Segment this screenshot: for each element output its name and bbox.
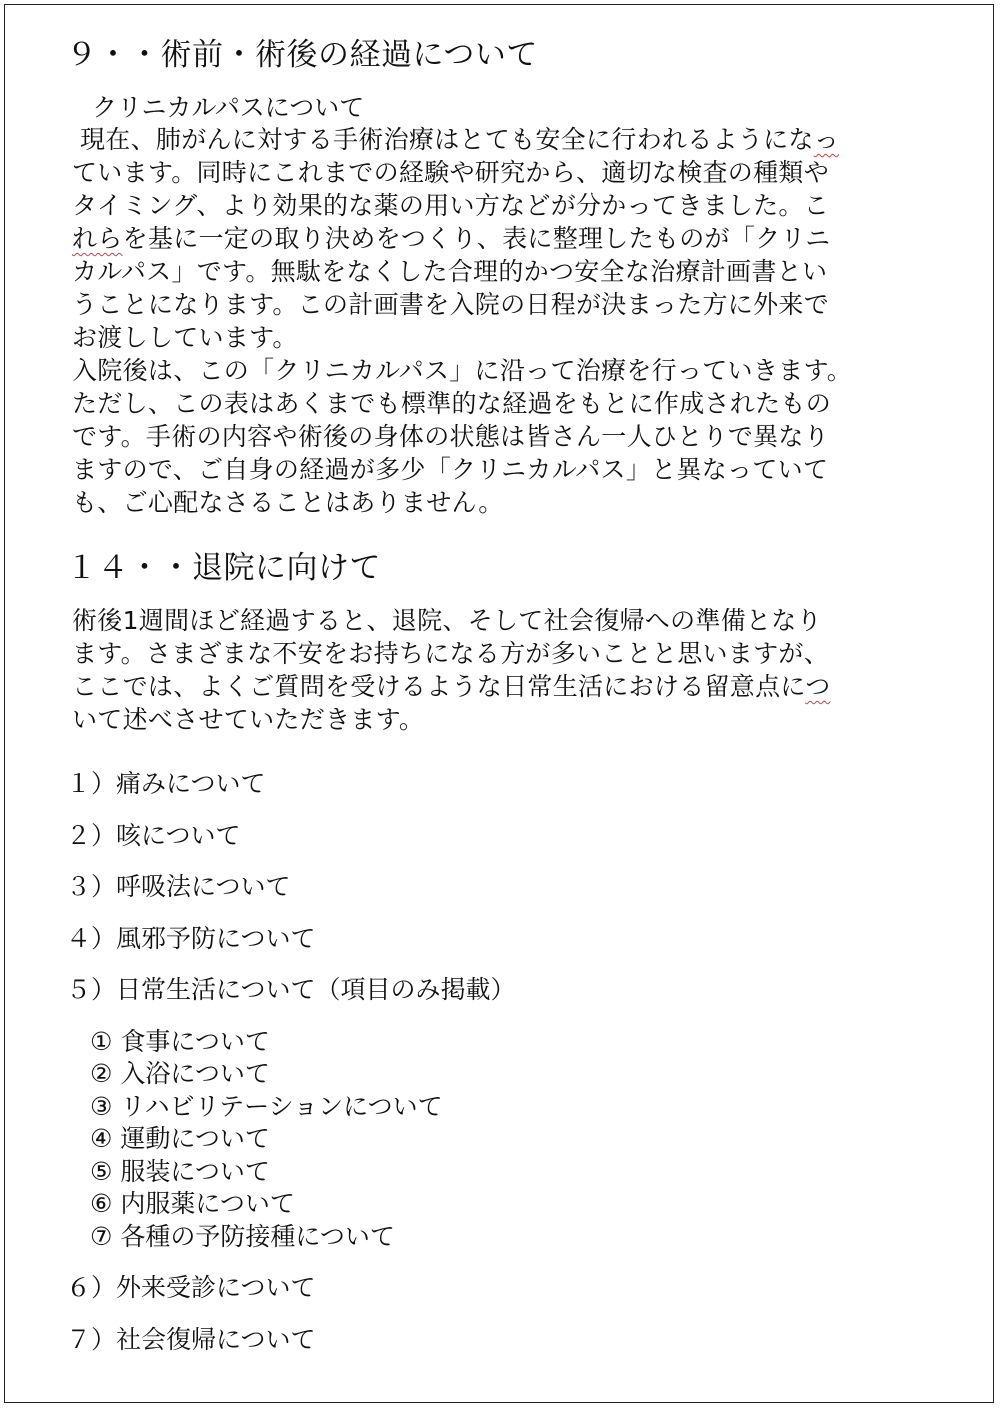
- section-9-paragraph-line: 入院後は、この「クリニカルパス」に沿って治療を行っていきます。: [72, 356, 853, 385]
- section-14-paragraph-line: ます。さまざまな不安をお持ちになる方が多いことと思いますが、: [72, 639, 830, 668]
- section-9-paragraph-line: です。手術の内容や術後の身体の状態は皆さん一人ひとりで異なり: [72, 422, 830, 451]
- spellcheck-mark: れら: [72, 224, 123, 253]
- section-14-heading: １４・・退院に向けて: [66, 550, 381, 586]
- list-item: ６）外来受診について: [66, 1273, 316, 1302]
- section-9-paragraph-line: も、ご心配なさることはありません。: [72, 488, 504, 517]
- sub-list-item: ⑤ 服装について: [90, 1157, 270, 1186]
- section-9-paragraph-line: 現在、肺がんに対する手術治療はとても安全に行われるようになっ: [80, 125, 840, 154]
- section-9-paragraph-line: ただし、この表はあくまでも標準的な経過をもとに作成されたもの: [72, 389, 832, 418]
- section-9-paragraph-line: お渡ししています。: [72, 323, 298, 352]
- sub-list-item: ③ リハビリテーションについて: [90, 1092, 443, 1121]
- sub-list-item: ⑦ 各種の予防接種について: [90, 1222, 395, 1251]
- list-item: ４）風邪予防について: [66, 924, 316, 953]
- section-14-paragraph-line: 術後1週間ほど経過すると、退院、そして社会復帰への準備となり: [72, 606, 822, 635]
- list-item: ７）社会復帰について: [66, 1325, 316, 1354]
- sub-list-item: ② 入浴について: [90, 1059, 270, 1088]
- section-9-paragraph-line: れらを基に一定の取り決めをつくり、表に整理したものが「クリニ: [72, 224, 831, 253]
- list-item: ２）咳について: [66, 821, 241, 850]
- spellcheck-mark: っ: [813, 125, 840, 154]
- section-9-paragraph-line: ますので、ご自身の経過が多少「クリニカルパス」と異なっていて: [72, 455, 829, 484]
- list-item: ３）呼吸法について: [66, 872, 291, 901]
- list-item: ５）日常生活について（項目のみ掲載）: [66, 975, 516, 1004]
- sub-list-item: ④ 運動について: [90, 1124, 270, 1153]
- list-item: １）痛みについて: [66, 769, 266, 798]
- sub-list-item: ⑥ 内服薬について: [90, 1189, 295, 1218]
- spellcheck-mark: つ: [805, 672, 831, 701]
- section-14-paragraph-line: ここでは、よくご質問を受けるような日常生活における留意点につ: [72, 672, 831, 701]
- section-9-heading: ９・・術前・術後の経過について: [66, 37, 538, 73]
- sub-list-item: ① 食事について: [90, 1027, 270, 1056]
- section-9-paragraph-line: うことになります。この計画書を入院の日程が決まった方に外来で: [72, 290, 830, 319]
- section-9-paragraph-line: カルパス」です。無駄をなくした合理的かつ安全な治療計画書とい: [72, 257, 828, 286]
- section-9-paragraph-line: タイミング、より効果的な薬の用い方などが分かってきました。こ: [72, 191, 830, 220]
- section-14-paragraph-line: いて述べさせていただきます。: [72, 705, 425, 734]
- clinical-path-subheading: クリニカルパスについて: [92, 93, 365, 122]
- section-9-paragraph-line: ています。同時にこれまでの経験や研究から、適切な検査の種類や: [72, 158, 830, 187]
